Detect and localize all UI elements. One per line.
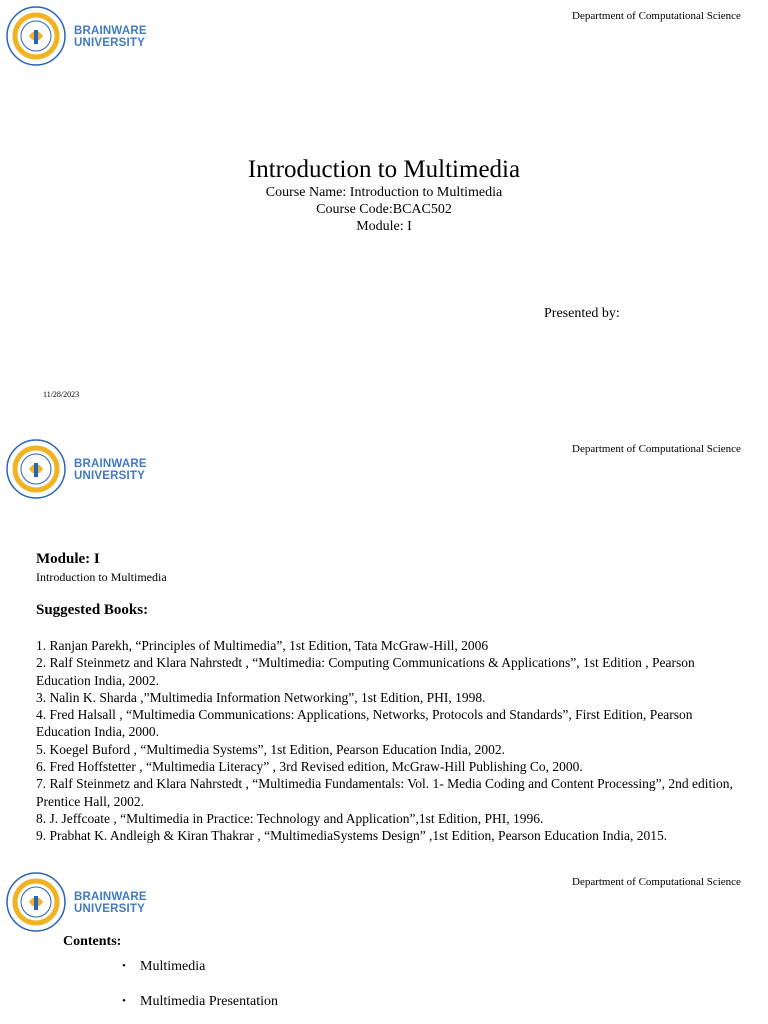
book-item: 4. Fred Halsall , “Multimedia Communications: Applications, Networks, Protocols and Standards”, First Edition, Pearson Education India, 2000. [36,707,693,740]
contents-heading: Contents: [63,934,122,949]
contents-list [122,958,278,1024]
department-label: Department of Computational Science [572,876,741,888]
logo-line-1: BRAINWARE [74,458,147,470]
contents-item [122,993,278,1010]
contents-item-label: Multimedia Presentation [140,994,279,1009]
university-logo [6,6,166,66]
books-list [36,637,746,845]
university-logo [6,872,166,932]
department-label: Department of Computational Science [572,443,741,455]
department-label: Department of Computational Science [572,10,741,22]
presented-by: Presented by: [544,306,620,321]
course-name: Course Name: Introduction to Multimedia [265,185,503,200]
book-item: 6. Fred Hoffstetter , “Multimedia Literacy” , 3rd Revised edition, McGraw-Hill Publishing Co, 2000. [36,759,583,775]
university-logo [6,439,166,499]
book-item: 7. Ralf Steinmetz and Klara Nahrstedt , “Multimedia Fundamentals: Vol. 1- Media Coding and Content Processing”, 2nd edition, Prentice Hall, 2002. [36,776,733,809]
university-name [74,891,147,915]
university-seal-icon [6,6,66,66]
slide-date: 11/28/2023 [43,390,80,399]
book-item: 5. Koegel Buford , “Multimedia Systems”, 1st Edition, Pearson Education India, 2002. [36,741,506,757]
bullet-icon: • [122,960,126,972]
university-seal-icon [6,872,66,932]
book-item: 3. Nalin K. Sharda ,”Multimedia Information Networking”, 1st Edition, PHI, 1998. [36,689,486,705]
book-item: 2. Ralf Steinmetz and Klara Nahrstedt , “Multimedia: Computing Communications & Applications”, 1st Edition , Pearson Education India, 2002. [36,655,695,688]
logo-line-1: BRAINWARE [74,891,147,903]
logo-line-2: UNIVERSITY [74,903,146,915]
university-name [74,458,147,482]
book-item: 1. Ranjan Parekh, “Principles of Multimedia”, 1st Edition, Tata McGraw-Hill, 2006 [36,638,489,653]
logo-line-2: UNIVERSITY [74,37,146,49]
slide-title: Introduction to Multimedia [247,156,521,183]
books-heading: Suggested Books: [36,602,149,618]
slide-3 [0,866,768,1024]
slide-2 [0,433,768,866]
contents-item-label: Multimedia [140,959,206,974]
module-label: Module: I [356,219,412,234]
book-item: 9. Prabhat K. Andleigh & Kiran Thakrar , “MultimediaSystems Design” ,1st Edition, Pearson Education India, 2015. [36,828,668,844]
contents-item [122,958,278,975]
bullet-icon: • [122,995,126,1007]
university-seal-icon [6,439,66,499]
logo-line-1: BRAINWARE [74,25,147,37]
course-code: Course Code:BCAC502 [316,202,452,217]
university-name [74,25,147,49]
logo-line-2: UNIVERSITY [74,470,146,482]
book-item: 8. J. Jeffcoate , “Multimedia in Practice: Technology and Application”,1st Edition, PHI, 1996. [36,810,544,826]
module-heading: Module: I [36,551,100,567]
module-subtitle: Introduction to Multimedia [36,570,167,584]
slide-1 [0,0,768,433]
